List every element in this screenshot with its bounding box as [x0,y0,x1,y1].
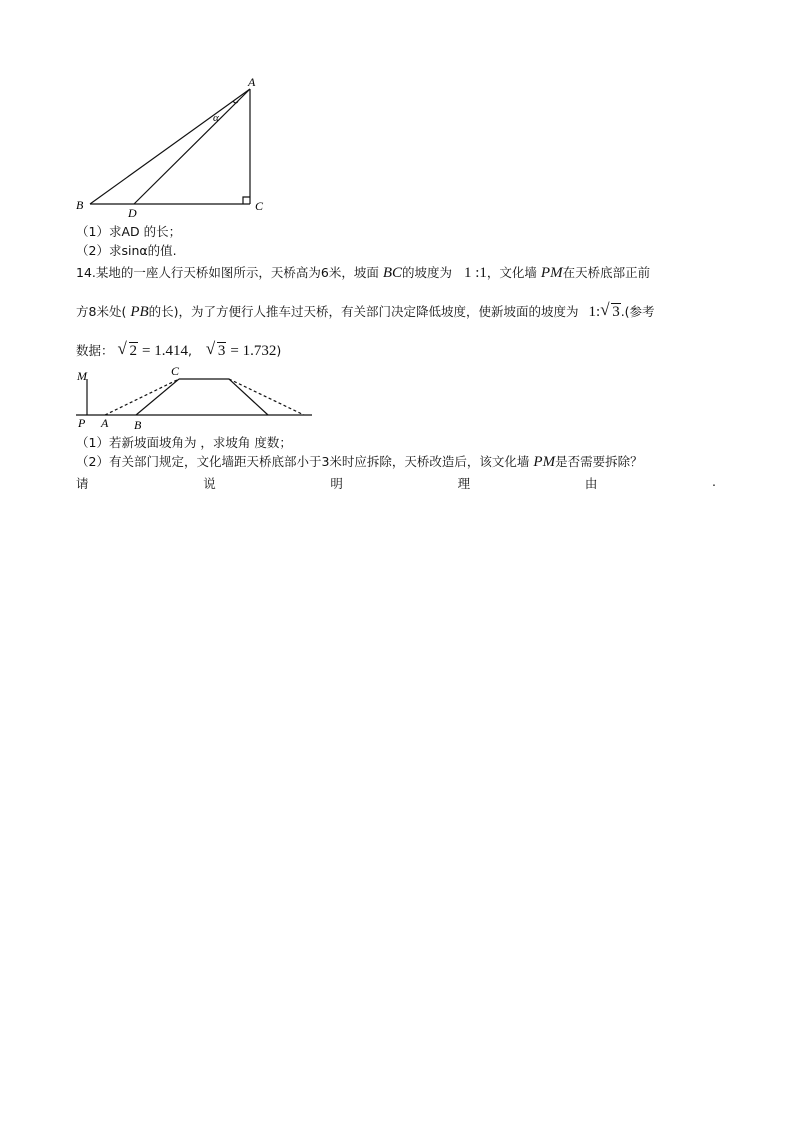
q14-part2 [76,452,643,471]
q14-line3-eq1: = 1.414 [141,343,188,359]
q14-line3-sqrt3 [205,339,227,360]
label-p: P [78,416,86,430]
q14-line2-pb: PB [130,304,149,320]
label-c: C [171,364,180,378]
q14-line2-text-a: 方8米处( [76,304,127,319]
angle-alpha-arc [233,101,238,103]
q14-line3-paren: ) [276,343,282,358]
q14-line1-bc: BC [382,265,402,281]
q14-line1-text-a: 14.某地的一座人行天桥如图所示，天桥高为6米，坡面 [76,265,379,280]
q14-line2-text-b: 的长)，为了方便行人推车过天桥，有关部门决定降低坡度，使新坡面的坡度为 [148,304,579,319]
q14-line3-comma: , [187,343,192,358]
segment-ab [90,89,250,204]
q14-line1-pm: PM [540,265,563,281]
label-a: A [248,75,256,89]
label-m: M [77,369,87,383]
q14-part2-pm: PM [533,454,556,470]
q14-line2 [76,302,655,321]
q14-char-2: 说 [203,476,216,491]
q14-line2-sqrt3 [600,300,621,321]
q13-part2: （2）求sinα的值. [76,243,177,258]
q14-line1 [76,263,650,282]
triangle-figure [70,74,280,219]
q14-char-1: 请 [76,476,89,491]
q14-line1-text-c: ，文化墙 [486,265,537,280]
label-d: D [128,206,137,219]
label-alpha: α [213,112,219,124]
q14-line3-sqrt2-radicand: 2 [129,343,137,359]
q14-part1: （1）若新坡面坡角为 ，求坡角 度数； [76,435,292,450]
q14-line3-sqrt2 [117,339,139,360]
label-c: C [255,199,264,213]
q14-char-6: . [712,474,716,489]
q14-line3 [76,341,281,360]
q14-part2-text-b: 是否需要拆除？ [555,454,643,469]
q14-line3-sqrt3-radicand: 3 [217,343,226,359]
label-b: B [134,418,142,430]
q14-line2-text-c: .(参考 [620,304,655,319]
slope-bc [136,379,179,415]
sqrt-symbol-icon: √ [117,339,127,358]
label-a: A [101,416,109,430]
q14-part2-justified-line [76,474,716,492]
slope-right [229,379,268,415]
right-angle-mark [243,197,250,204]
new-slope-right [229,379,304,415]
q14-line1-text-b: 的坡度为 [402,265,453,280]
q14-line1-text-d: 在天桥底部正前 [562,265,651,280]
bridge-figure [72,362,322,430]
q14-line1-ratio: 1 :1 [464,265,487,281]
q14-line2-ratio: 1: [588,304,601,320]
q14-char-5: 由 [584,476,598,491]
segment-ad [134,89,250,204]
sqrt-symbol-icon: √ [205,339,216,358]
q14-line3-eq2: = 1.732 [230,343,277,359]
label-b: B [76,198,84,212]
q14-line3-text-a: 数据： [76,343,114,358]
q13-part1: （1）求AD 的长； [76,224,182,239]
q14-char-4: 理 [457,476,471,491]
q14-char-3: 明 [330,476,343,491]
sqrt-symbol-icon: √ [600,300,610,319]
q14-line2-sqrt3-radicand: 3 [612,304,620,320]
q14-part2-text-a: （2）有关部门规定，文化墙距天桥底部小于3米时应拆除，天桥改造后，该文化墙 [76,454,530,469]
